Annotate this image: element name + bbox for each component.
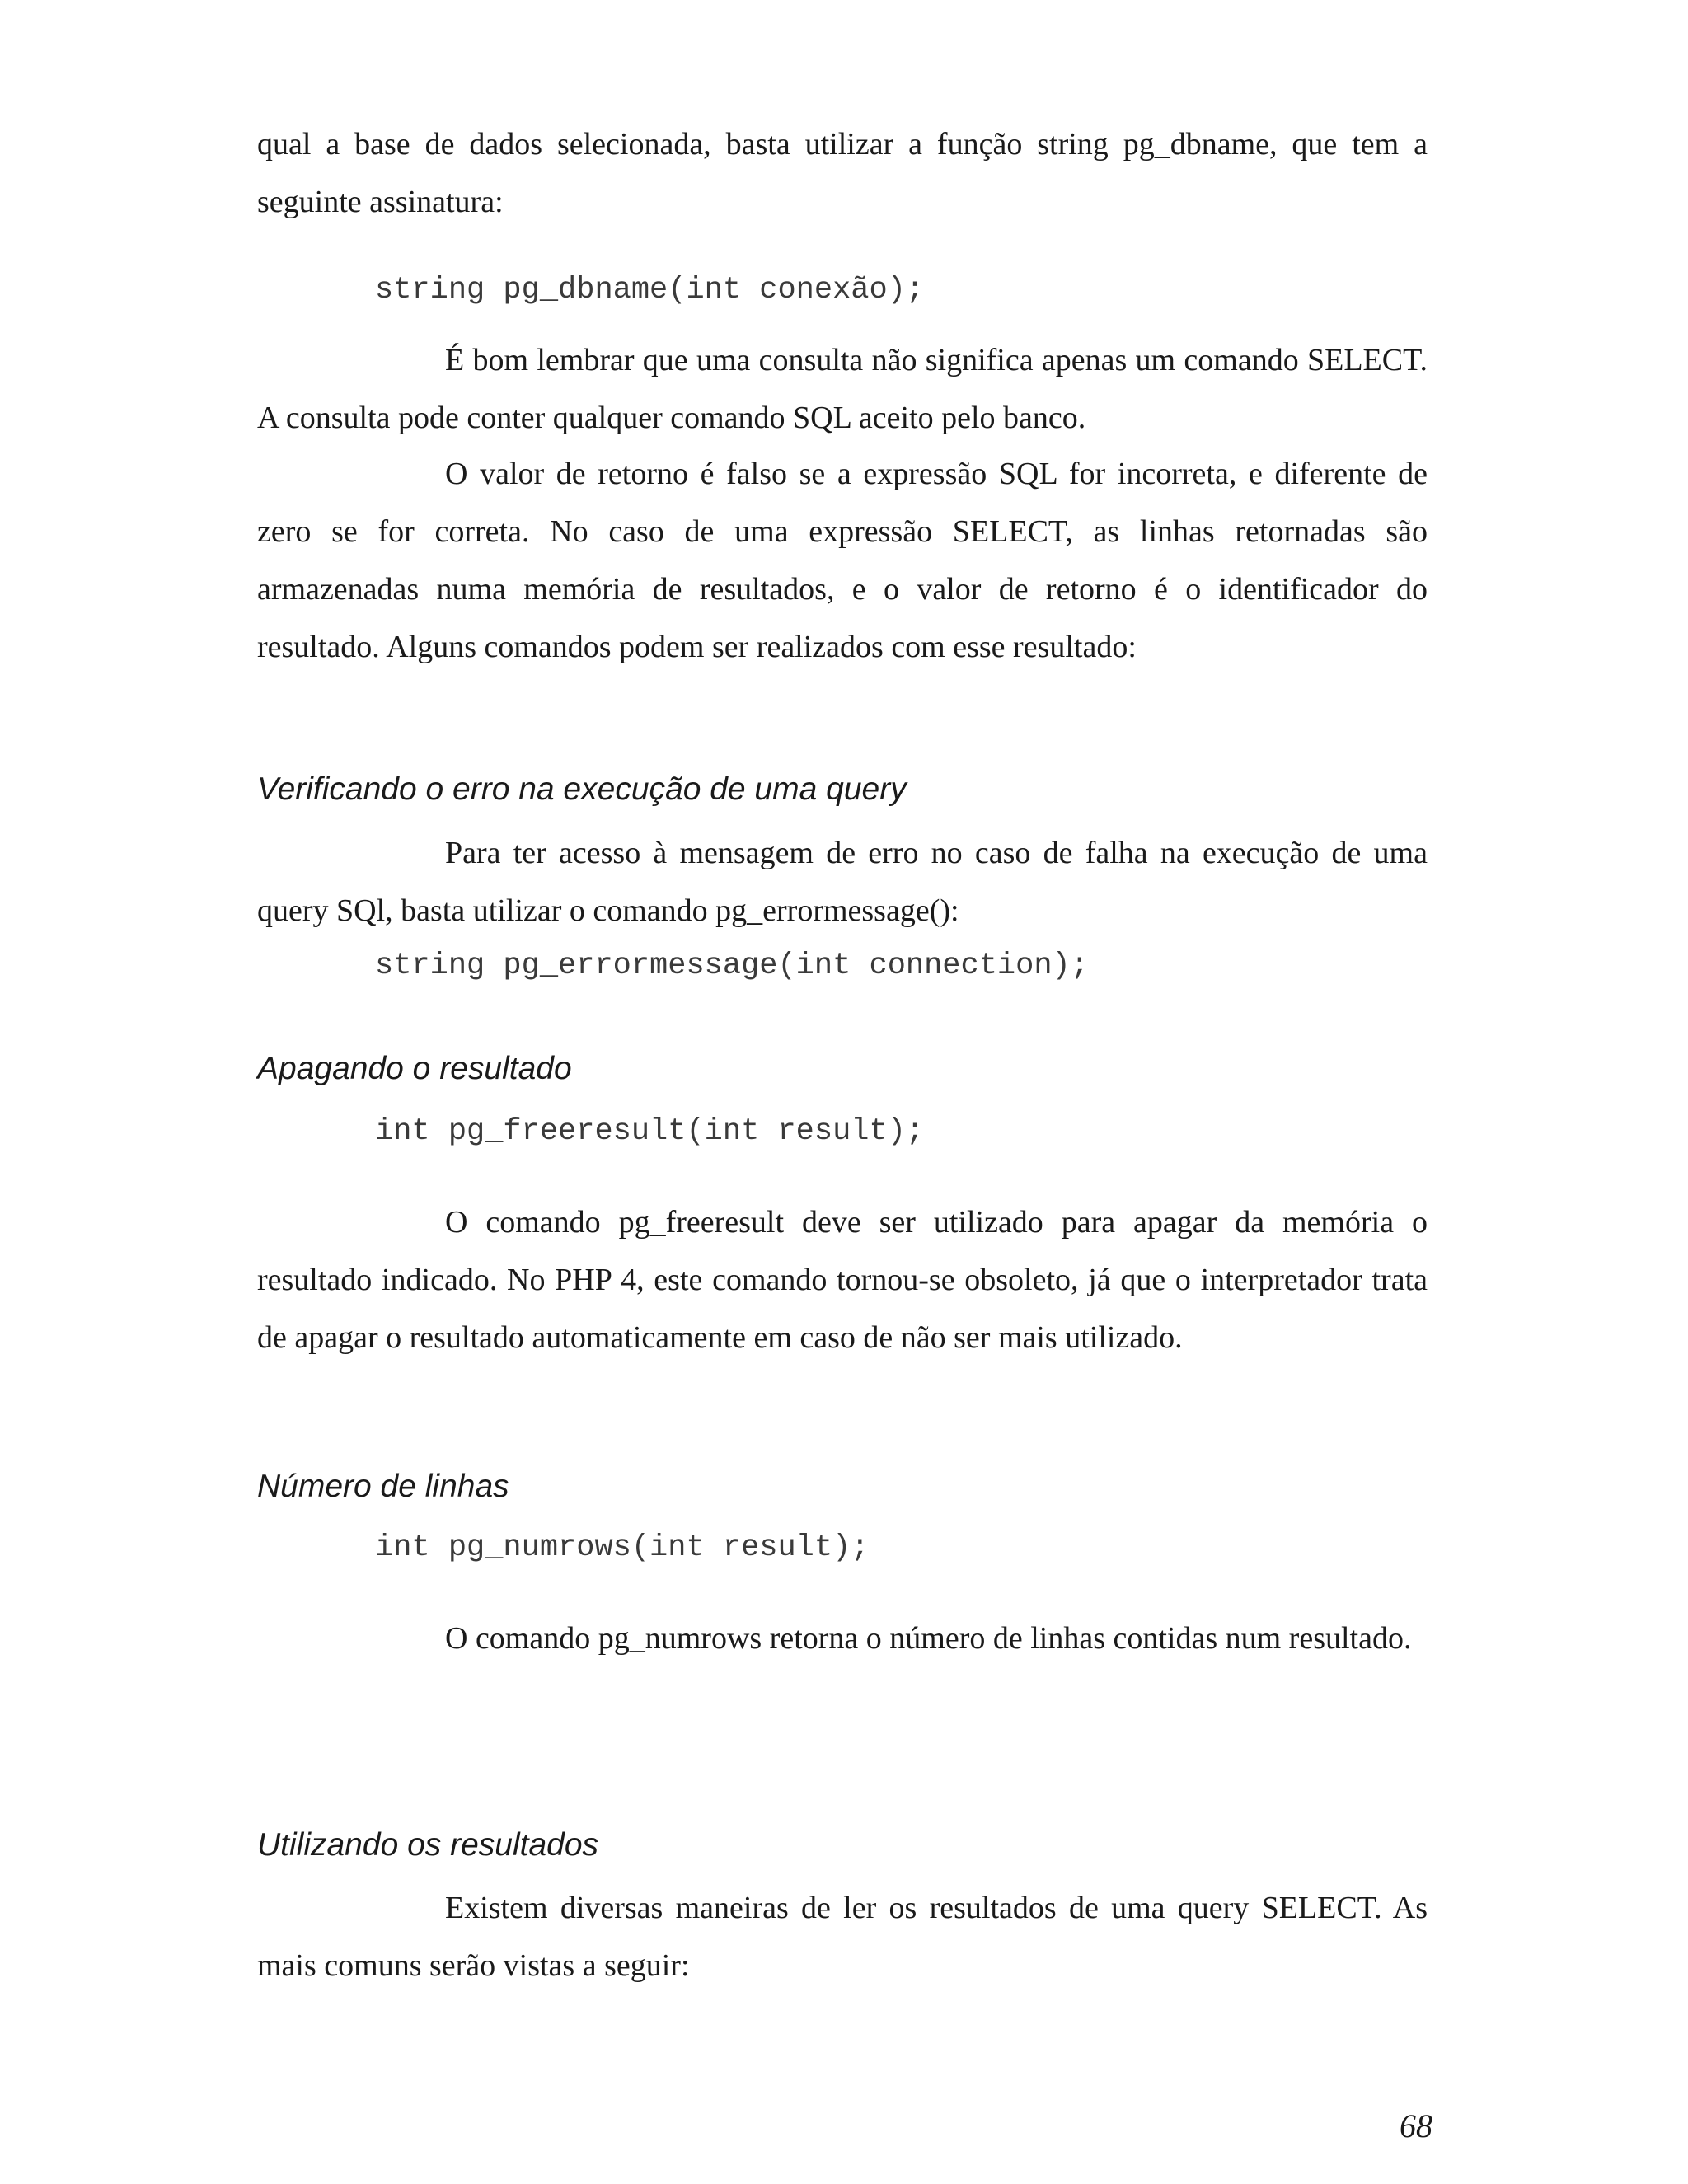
heading-using-results: Utilizando os resultados — [257, 1827, 599, 1863]
code-pg-dbname: string pg_dbname(int conexão); — [375, 273, 925, 307]
code-pg-freeresult: int pg_freeresult(int result); — [375, 1114, 925, 1149]
paragraph-intro: qual a base de dados selecionada, basta utilizar a função string pg_dbname, que tem a seguinte assinatura: — [257, 127, 1428, 219]
heading-row-count: Número de linhas — [257, 1469, 509, 1504]
code-pg-numrows: int pg_numrows(int result); — [375, 1530, 870, 1565]
paragraph-return-value: O valor de retorno é falso se a expressão SQL for incorreta, e diferente de zero se for correta. No caso de uma expressão SELECT, as linhas retornadas são armazenadas numa memória de resultados, e o valor de retorno é o identificador do resultado. Alguns comandos podem ser realizados com esse resultado: — [257, 457, 1428, 664]
page-number: 68 — [1400, 2107, 1432, 2144]
code-pg-errormessage: string pg_errormessage(int connection); — [375, 949, 1089, 983]
paragraph-reading-results: Existem diversas maneiras de ler os resultados de uma query SELECT. As mais comuns serão vistas a seguir: — [257, 1891, 1428, 1983]
paragraph-error-message: Para ter acesso à mensagem de erro no caso de falha na execução de uma query SQl, basta utilizar o comando pg_errormessage(): — [257, 836, 1428, 928]
paragraph-numrows: O comando pg_numrows retorna o número de linhas contidas num resultado. — [445, 1621, 1412, 1656]
paragraph-select-note: É bom lembrar que uma consulta não significa apenas um comando SELECT. A consulta pode conter qualquer comando SQL aceito pelo banco. — [257, 343, 1428, 435]
heading-free-result: Apagando o resultado — [257, 1051, 572, 1086]
heading-error-check: Verificando o erro na execução de uma query — [257, 771, 907, 807]
paragraph-freeresult: O comando pg_freeresult deve ser utilizado para apagar da memória o resultado indicado. No PHP 4, este comando tornou-se obsoleto, já que o interpretador trata de apagar o resultado automaticamente em caso de não ser mais utilizado. — [257, 1205, 1428, 1355]
